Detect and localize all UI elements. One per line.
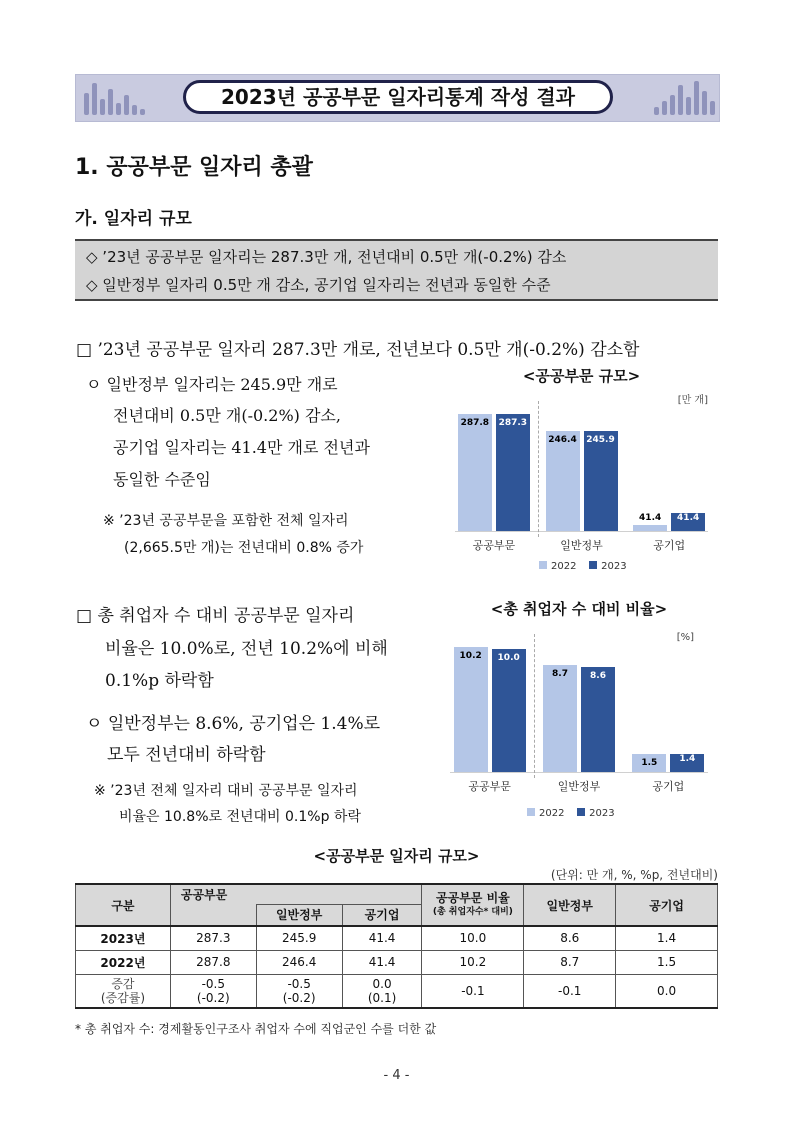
chart-category-label: 공기업 — [653, 539, 686, 552]
section-heading: 1. 공공부문 일자리 총괄 — [75, 155, 313, 180]
chart-data-label: 41.4 — [671, 513, 705, 525]
cell: 287.8 — [170, 950, 256, 974]
header-ratio-enterprise: 공기업 — [616, 884, 718, 926]
header-public-blank — [170, 904, 256, 926]
cell: 1.5 — [616, 950, 718, 974]
cell: 287.3 — [170, 926, 256, 950]
para2-main-line: 0.1%p 하락함 — [105, 671, 214, 691]
chart-group-separator — [534, 634, 535, 778]
summary-line-1: ◇ ’23년 공공부문 일자리는 287.3만 개, 전년대비 0.5만 개(-0.2%) 감소 — [86, 248, 567, 266]
para2-sub-line: 모두 전년대비 하락함 — [107, 745, 266, 765]
header-enterprise: 공기업 — [342, 904, 422, 926]
cell: 41.4 — [342, 926, 422, 950]
table-title: <공공부문 일자리 규모> — [313, 847, 480, 865]
header-general: 일반정부 — [256, 904, 342, 926]
para1-main: □ ’23년 공공부문 일자리 287.3만 개로, 전년보다 0.5만 개(-0.2%) 감소함 — [76, 340, 640, 360]
para2-main-line: □ 총 취업자 수 대비 공공부문 일자리 — [76, 606, 355, 626]
legend-item-2023: 2023 — [577, 808, 614, 819]
chart-title: <공공부문 규모> — [522, 367, 641, 385]
change-label-line1: 증감 — [111, 976, 135, 991]
chart-bar-2023 — [492, 649, 526, 772]
chart-data-label: 245.9 — [586, 435, 615, 445]
chart-data-label: 287.3 — [498, 418, 528, 429]
cell: 8.7 — [524, 950, 616, 974]
chart-data-label: 1.5 — [641, 757, 658, 768]
chart-unit: [%] — [676, 632, 694, 643]
public-jobs-table — [75, 883, 718, 1009]
chart-plot-area — [445, 401, 718, 551]
table-unit: (단위: 만 개, %, %p, 전년대비) — [550, 868, 718, 882]
row-label: 2023년 — [76, 926, 171, 950]
chart-axis-baseline — [450, 772, 708, 773]
chart-data-label: 246.4 — [548, 434, 577, 445]
para1-sub-line: ㅇ 일반정부 일자리는 245.9만 개로 — [86, 375, 338, 394]
banner-title: 2023년 공공부문 일자리통계 작성 결과 — [183, 80, 613, 114]
chart-employment-ratio — [440, 598, 718, 823]
legend-item-2023: 2023 — [589, 561, 626, 572]
chart-bar-2023 — [584, 431, 618, 531]
page-number: - 4 - — [383, 1068, 410, 1083]
chart-unit: [만 개] — [677, 395, 708, 406]
chart-bar-2023 — [581, 667, 615, 772]
chart-public-sector-size — [445, 365, 718, 580]
change-cell: -0.1 — [524, 974, 616, 1008]
cell: 246.4 — [256, 950, 342, 974]
para1-note-line: ※ ’23년 공공부문을 포함한 전체 일자리 — [103, 513, 349, 529]
chart-data-label: 10.2 — [459, 650, 482, 661]
cell: 10.0 — [422, 926, 524, 950]
table-row-change — [76, 974, 718, 1008]
chart-data-label: 41.4 — [633, 513, 667, 525]
section-subheading: 가. 일자리 규모 — [75, 209, 192, 229]
change-label — [76, 974, 171, 1008]
chart-group-separator — [538, 401, 539, 537]
cell: 10.2 — [422, 950, 524, 974]
chart-category-label: 공공부문 — [468, 780, 511, 793]
para2-sub-line: ㅇ 일반정부는 8.6%, 공기업은 1.4%로 — [86, 714, 381, 734]
para1-sub-line: 전년대비 0.5만 개(-0.2%) 감소, — [113, 406, 341, 425]
legend-item-2022: 2022 — [527, 808, 564, 819]
table-row — [76, 926, 718, 950]
chart-axis-baseline — [455, 531, 708, 532]
change-label-line2: (증감률) — [100, 990, 145, 1005]
para2-main-line: 비율은 10.0%로, 전년 10.2%에 비해 — [105, 639, 388, 659]
title-banner — [75, 74, 720, 122]
chart-category-label: 공공부문 — [472, 539, 516, 552]
header-ratio-line1: 공공부문 비율 — [436, 891, 510, 905]
chart-data-label: 287.8 — [460, 417, 490, 428]
cell: 41.4 — [342, 950, 422, 974]
change-cell: -0.1 — [422, 974, 524, 1008]
chart-bar-2022 — [543, 665, 577, 772]
chart-plot-area — [440, 634, 718, 792]
row-label: 2022년 — [76, 950, 171, 974]
change-cell: 0.0 — [616, 974, 718, 1008]
chart-data-label: 8.6 — [590, 670, 606, 681]
header-ratio-line2: (총 취업자수* 대비) — [432, 907, 513, 917]
para2-note-line: 비율은 10.8%로 전년대비 0.1%p 하락 — [119, 809, 361, 825]
chart-bar-2022 — [546, 431, 580, 531]
change-cell: 0.0 (0.1) — [342, 974, 422, 1008]
change-cell: -0.5 (-0.2) — [256, 974, 342, 1008]
chart-title: <총 취업자 수 대비 비율> — [490, 600, 668, 618]
chart-data-label: 10.0 — [497, 653, 520, 664]
para1-sub-line: 공기업 일자리는 41.4만 개로 전년과 — [113, 438, 370, 457]
chart-category-label: 공기업 — [652, 780, 685, 793]
chart-data-label: 8.7 — [552, 669, 568, 680]
change-cell: -0.5 (-0.2) — [170, 974, 256, 1008]
header-public: 공공부문 — [170, 884, 422, 904]
cell: 8.6 — [524, 926, 616, 950]
chart-bar-2022 — [458, 414, 492, 531]
cell: 1.4 — [616, 926, 718, 950]
chart-legend — [527, 808, 615, 819]
table-footnote: * 총 취업자 수: 경제활동인구조사 취업자 수에 직업군인 수를 더한 값 — [75, 1022, 437, 1036]
para2-note-line: ※ ’23년 전체 일자리 대비 공공부문 일자리 — [94, 783, 358, 799]
summary-box — [75, 239, 718, 301]
chart-bar-2022 — [454, 647, 488, 772]
para1-note-line: (2,665.5만 개)는 전년대비 0.8% 증가 — [124, 540, 364, 556]
chart-category-label: 일반정부 — [557, 780, 601, 793]
chart-category-label: 일반정부 — [560, 539, 603, 552]
chart-bar-2023 — [496, 414, 530, 531]
header-gubun: 구분 — [76, 884, 171, 926]
summary-line-2: ◇ 일반정부 일자리 0.5만 개 감소, 공기업 일자리는 전년과 동일한 수준 — [86, 276, 551, 294]
table-row — [76, 950, 718, 974]
header-ratio-general: 일반정부 — [524, 884, 616, 926]
cell: 245.9 — [256, 926, 342, 950]
legend-item-2022: 2022 — [539, 561, 576, 572]
para1-sub-line: 동일한 수준임 — [113, 470, 211, 489]
header-ratio — [422, 884, 524, 926]
chart-legend — [539, 561, 627, 572]
chart-data-label: 1.4 — [670, 754, 704, 766]
